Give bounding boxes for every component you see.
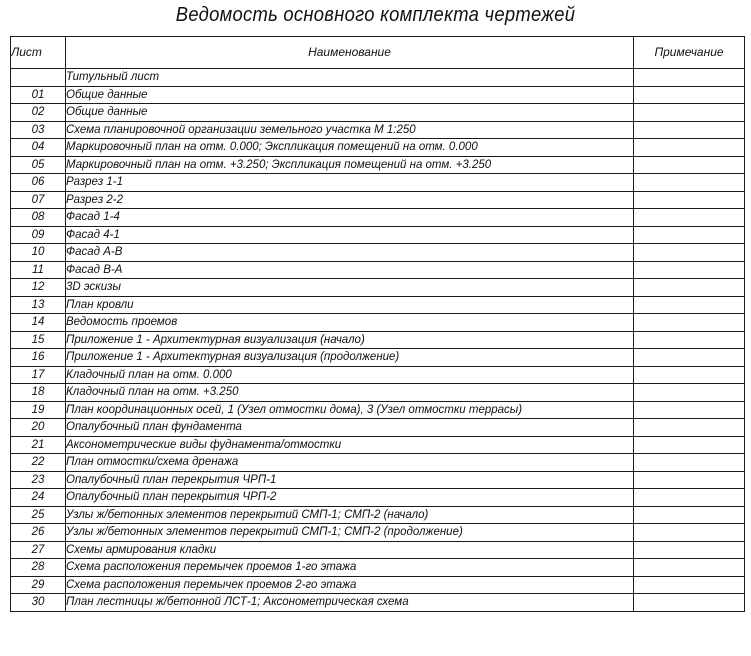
sheet-number-cell: 29 — [11, 576, 66, 594]
sheet-name-cell: План координационных осей, 1 (Узел отмостки дома), 3 (Узел отмостки террасы) — [66, 401, 634, 419]
sheet-number-cell: 06 — [11, 174, 66, 192]
sheet-number-cell: 17 — [11, 366, 66, 384]
sheet-number-cell: 04 — [11, 139, 66, 157]
sheet-name-cell: Аксонометрические виды фуднамента/отмостки — [66, 436, 634, 454]
sheet-name-cell: Общие данные — [66, 104, 634, 122]
table-row — [11, 594, 745, 612]
sheet-name-cell: Маркировочный план на отм. +3.250; Экспликация помещений на отм. +3.250 — [66, 156, 634, 174]
table-row — [11, 296, 745, 314]
table-row — [11, 244, 745, 262]
note-cell — [634, 594, 745, 612]
table-row — [11, 419, 745, 437]
sheet-name-cell: 3D эскизы — [66, 279, 634, 297]
sheet-number-cell: 02 — [11, 104, 66, 122]
sheet-number-cell: 15 — [11, 331, 66, 349]
note-cell — [634, 454, 745, 472]
column-header-name: Наименование — [66, 37, 634, 69]
note-cell — [634, 279, 745, 297]
sheet-name-cell: План отмостки/схема дренажа — [66, 454, 634, 472]
note-cell — [634, 559, 745, 577]
sheet-number-cell: 28 — [11, 559, 66, 577]
sheet-name-cell: Кладочный план на отм. +3.250 — [66, 384, 634, 402]
sheet-name-cell: Опалубочный план фундамента — [66, 419, 634, 437]
sheet-name-cell: План кровли — [66, 296, 634, 314]
sheet-name-cell: Разрез 2-2 — [66, 191, 634, 209]
table-row — [11, 121, 745, 139]
note-cell — [634, 541, 745, 559]
sheet-number-cell: 18 — [11, 384, 66, 402]
note-cell — [634, 384, 745, 402]
note-cell — [634, 226, 745, 244]
note-cell — [634, 174, 745, 192]
note-cell — [634, 576, 745, 594]
sheet-number-cell: 05 — [11, 156, 66, 174]
table-row — [11, 559, 745, 577]
sheet-name-cell: План лестницы ж/бетонной ЛСТ-1; Аксонометрическая схема — [66, 594, 634, 612]
note-cell — [634, 69, 745, 87]
sheet-name-cell: Приложение 1 - Архитектурная визуализация (начало) — [66, 331, 634, 349]
sheet-number-cell: 30 — [11, 594, 66, 612]
table-row — [11, 279, 745, 297]
sheet-name-cell: Общие данные — [66, 86, 634, 104]
note-cell — [634, 156, 745, 174]
note-cell — [634, 489, 745, 507]
note-cell — [634, 209, 745, 227]
sheet-name-cell: Ведомость проемов — [66, 314, 634, 332]
table-row — [11, 209, 745, 227]
sheet-name-cell: Схема планировочной организации земельного участка М 1:250 — [66, 121, 634, 139]
sheet-number-cell: 01 — [11, 86, 66, 104]
note-cell — [634, 244, 745, 262]
note-cell — [634, 471, 745, 489]
table-row — [11, 156, 745, 174]
sheet-number-cell: 09 — [11, 226, 66, 244]
sheet-name-cell: Маркировочный план на отм. 0.000; Экспликация помещений на отм. 0.000 — [66, 139, 634, 157]
sheet-number-cell: 19 — [11, 401, 66, 419]
table-row — [11, 86, 745, 104]
sheet-number-cell: 26 — [11, 524, 66, 542]
table-row — [11, 384, 745, 402]
sheet-name-cell: Схема расположения перемычек проемов 2-го этажа — [66, 576, 634, 594]
note-cell — [634, 86, 745, 104]
document-title: Ведомость основного комплекта чертежей — [175, 4, 576, 26]
note-cell — [634, 506, 745, 524]
sheet-name-cell: Разрез 1-1 — [66, 174, 634, 192]
column-header-note: Примечание — [634, 37, 745, 69]
table-row — [11, 331, 745, 349]
note-cell — [634, 296, 745, 314]
sheet-name-cell: Узлы ж/бетонных элементов перекрытий СМП-1; СМП-2 (начало) — [66, 506, 634, 524]
sheet-name-cell: Титульный лист — [66, 69, 634, 87]
note-cell — [634, 121, 745, 139]
sheet-number-cell: 08 — [11, 209, 66, 227]
table-row — [11, 366, 745, 384]
sheet-name-cell: Фасад А-В — [66, 244, 634, 262]
sheet-number-cell: 13 — [11, 296, 66, 314]
sheet-number-cell: 24 — [11, 489, 66, 507]
note-cell — [634, 401, 745, 419]
sheet-name-cell: Узлы ж/бетонных элементов перекрытий СМП-1; СМП-2 (продолжение) — [66, 524, 634, 542]
column-header-sheet: Лист — [11, 37, 66, 69]
sheet-number-cell: 23 — [11, 471, 66, 489]
sheet-number-cell: 27 — [11, 541, 66, 559]
sheet-name-cell: Схемы армирования кладки — [66, 541, 634, 559]
table-row — [11, 471, 745, 489]
sheet-number-cell: 25 — [11, 506, 66, 524]
sheet-number-cell: 07 — [11, 191, 66, 209]
table-row — [11, 349, 745, 367]
table-row — [11, 524, 745, 542]
table-row — [11, 314, 745, 332]
table-row — [11, 261, 745, 279]
sheet-number-cell: 20 — [11, 419, 66, 437]
note-cell — [634, 314, 745, 332]
sheet-name-cell: Фасад 4-1 — [66, 226, 634, 244]
note-cell — [634, 524, 745, 542]
note-cell — [634, 436, 745, 454]
note-cell — [634, 366, 745, 384]
sheet-number-cell: 12 — [11, 279, 66, 297]
sheet-number-cell: 21 — [11, 436, 66, 454]
note-cell — [634, 349, 745, 367]
note-cell — [634, 331, 745, 349]
sheet-number-cell: 16 — [11, 349, 66, 367]
table-row — [11, 191, 745, 209]
table-header-row — [11, 37, 745, 69]
table-row — [11, 541, 745, 559]
table-row — [11, 506, 745, 524]
note-cell — [634, 261, 745, 279]
sheet-number-cell: 03 — [11, 121, 66, 139]
sheet-name-cell: Фасад 1-4 — [66, 209, 634, 227]
note-cell — [634, 419, 745, 437]
sheet-number-cell: 10 — [11, 244, 66, 262]
note-cell — [634, 104, 745, 122]
table-row — [11, 454, 745, 472]
sheet-name-cell: Схема расположения перемычек проемов 1-го этажа — [66, 559, 634, 577]
sheet-name-cell: Опалубочный план перекрытия ЧРП-2 — [66, 489, 634, 507]
sheet-number-cell: 11 — [11, 261, 66, 279]
sheet-number-cell: 14 — [11, 314, 66, 332]
table-row — [11, 576, 745, 594]
table-row — [11, 226, 745, 244]
table-row — [11, 401, 745, 419]
table-row — [11, 174, 745, 192]
table-body — [11, 69, 745, 612]
table-row — [11, 69, 745, 87]
sheet-number-cell — [11, 69, 66, 87]
table-row — [11, 139, 745, 157]
table-row — [11, 436, 745, 454]
sheet-name-cell: Кладочный план на отм. 0.000 — [66, 366, 634, 384]
drawings-register-table — [10, 36, 745, 612]
table-row — [11, 104, 745, 122]
table-row — [11, 489, 745, 507]
note-cell — [634, 191, 745, 209]
note-cell — [634, 139, 745, 157]
sheet-number-cell: 22 — [11, 454, 66, 472]
sheet-name-cell: Приложение 1 - Архитектурная визуализация (продолжение) — [66, 349, 634, 367]
sheet-name-cell: Опалубочный план перекрытия ЧРП-1 — [66, 471, 634, 489]
sheet-name-cell: Фасад В-А — [66, 261, 634, 279]
